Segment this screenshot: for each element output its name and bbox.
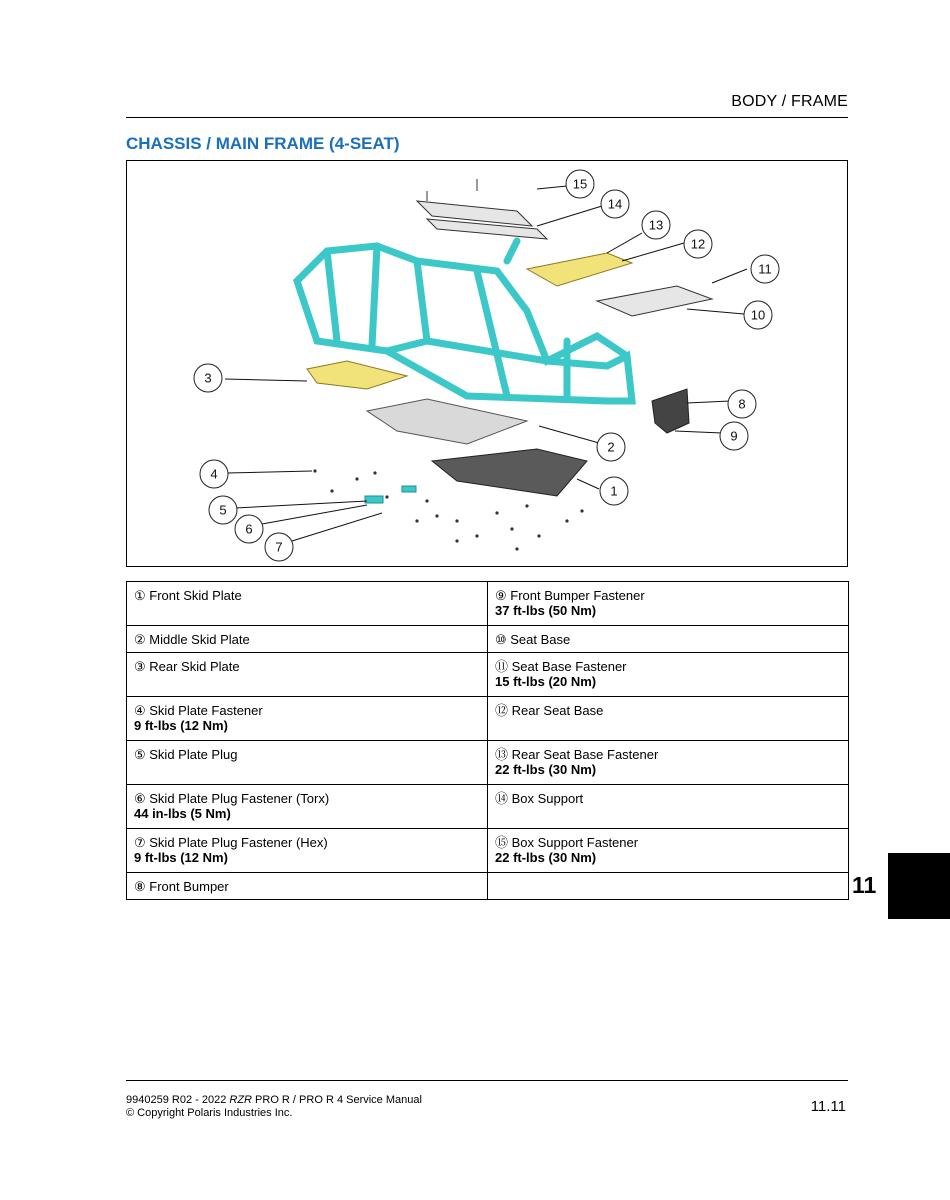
callout-10 — [744, 301, 772, 329]
rear-seat-base-part — [527, 253, 632, 286]
front-skid-plate-part — [432, 449, 587, 496]
callout-7 — [265, 533, 293, 561]
legend-cell-left — [127, 626, 488, 653]
part-label: ⑮ Box Support Fastener — [495, 835, 639, 850]
parts-legend-table — [126, 581, 849, 900]
svg-text:7: 7 — [275, 539, 283, 555]
legend-cell-left — [127, 582, 488, 626]
callout-1 — [600, 477, 628, 505]
legend-row — [127, 741, 849, 785]
callout-3 — [194, 364, 222, 392]
torque-spec: 22 ft-lbs (30 Nm) — [495, 850, 597, 865]
box-support-part — [417, 179, 547, 239]
legend-cell-right — [488, 582, 849, 626]
svg-text:9: 9 — [730, 428, 738, 444]
part-label: ⑭ Box Support — [495, 791, 584, 806]
callout-8 — [728, 390, 756, 418]
legend-body — [127, 582, 849, 900]
legend-row — [127, 829, 849, 873]
part-label: ③ Rear Skid Plate — [134, 659, 240, 674]
exploded-view-figure — [126, 160, 848, 567]
legend-cell-right — [488, 741, 849, 785]
chassis-illustration — [127, 161, 847, 566]
svg-text:3: 3 — [204, 370, 212, 386]
legend-cell-right — [488, 829, 849, 873]
part-label: ④ Skid Plate Fastener — [134, 703, 263, 718]
callout-5 — [209, 496, 237, 524]
footer-document-info — [126, 1094, 422, 1120]
legend-cell-right — [488, 697, 849, 741]
skid-plate-plug-part-2 — [402, 486, 416, 492]
svg-text:15: 15 — [572, 176, 588, 192]
footer-divider — [126, 1080, 848, 1081]
legend-cell-left — [127, 697, 488, 741]
svg-text:2: 2 — [607, 439, 615, 455]
callout-14 — [601, 190, 629, 218]
torque-spec: 44 in-lbs (5 Nm) — [134, 806, 231, 821]
svg-text:6: 6 — [245, 521, 253, 537]
legend-cell-right — [488, 873, 849, 900]
part-label: ⑩ Seat Base — [495, 632, 571, 647]
callout-6 — [235, 515, 263, 543]
legend-cell-left — [127, 741, 488, 785]
legend-cell-right — [488, 785, 849, 829]
skid-plate-plug-part — [365, 496, 383, 503]
legend-row — [127, 582, 849, 626]
part-label: ① Front Skid Plate — [134, 588, 242, 603]
svg-text:12: 12 — [690, 236, 706, 252]
svg-text:4: 4 — [210, 466, 218, 482]
legend-cell-left — [127, 653, 488, 697]
section-name: BODY / FRAME — [731, 93, 848, 110]
callout-13 — [642, 211, 670, 239]
rear-skid-plate-part — [307, 361, 407, 389]
callout-9 — [720, 422, 748, 450]
footer-doc-line: 9940259 R02 - 2022 RZR PRO R / PRO R 4 Service Manual — [126, 1094, 422, 1106]
legend-cell-right — [488, 653, 849, 697]
torque-spec: 9 ft-lbs (12 Nm) — [134, 850, 228, 865]
torque-spec: 9 ft-lbs (12 Nm) — [134, 718, 228, 733]
svg-text:10: 10 — [750, 307, 766, 323]
page-header — [126, 93, 848, 118]
legend-cell-right — [488, 626, 849, 653]
torque-spec: 15 ft-lbs (20 Nm) — [495, 674, 597, 689]
legend-row — [127, 873, 849, 900]
legend-row — [127, 626, 849, 653]
page-title: CHASSIS / MAIN FRAME (4-SEAT) — [126, 134, 400, 153]
part-label: ⑨ Front Bumper Fastener — [495, 588, 645, 603]
legend-row — [127, 653, 849, 697]
callout-12 — [684, 230, 712, 258]
legend-row — [127, 697, 849, 741]
torque-spec: 22 ft-lbs (30 Nm) — [495, 762, 597, 777]
leader-lines — [225, 186, 747, 541]
part-label: ② Middle Skid Plate — [134, 632, 250, 647]
seat-base-part — [597, 286, 712, 316]
middle-skid-plate-part — [367, 399, 527, 444]
front-bumper-part — [652, 389, 689, 433]
legend-cell-left — [127, 785, 488, 829]
svg-text:14: 14 — [607, 196, 623, 212]
svg-text:8: 8 — [738, 396, 746, 412]
part-label: ⑫ Rear Seat Base — [495, 703, 604, 718]
chapter-tab-number: 11 — [852, 872, 877, 898]
chapter-tab — [888, 853, 950, 919]
svg-text:5: 5 — [219, 502, 227, 518]
torque-spec: 37 ft-lbs (50 Nm) — [495, 603, 597, 618]
part-label: ⑤ Skid Plate Plug — [134, 747, 238, 762]
part-label: ⑬ Rear Seat Base Fastener — [495, 747, 659, 762]
svg-text:11: 11 — [758, 261, 772, 277]
callout-2 — [597, 433, 625, 461]
page-number: 11.11 — [810, 1098, 846, 1115]
legend-row — [127, 785, 849, 829]
part-label: ⑧ Front Bumper — [134, 879, 229, 894]
callout-15 — [566, 170, 594, 198]
part-label: ⑦ Skid Plate Plug Fastener (Hex) — [134, 835, 328, 850]
part-label: ⑪ Seat Base Fastener — [495, 659, 627, 674]
svg-text:13: 13 — [648, 217, 664, 233]
footer-copyright: © Copyright Polaris Industries Inc. — [126, 1107, 293, 1119]
callout-11 — [751, 255, 779, 283]
part-label: ⑥ Skid Plate Plug Fastener (Torx) — [134, 791, 330, 806]
svg-text:1: 1 — [610, 483, 618, 499]
callout-4 — [200, 460, 228, 488]
legend-cell-left — [127, 829, 488, 873]
legend-cell-left — [127, 873, 488, 900]
